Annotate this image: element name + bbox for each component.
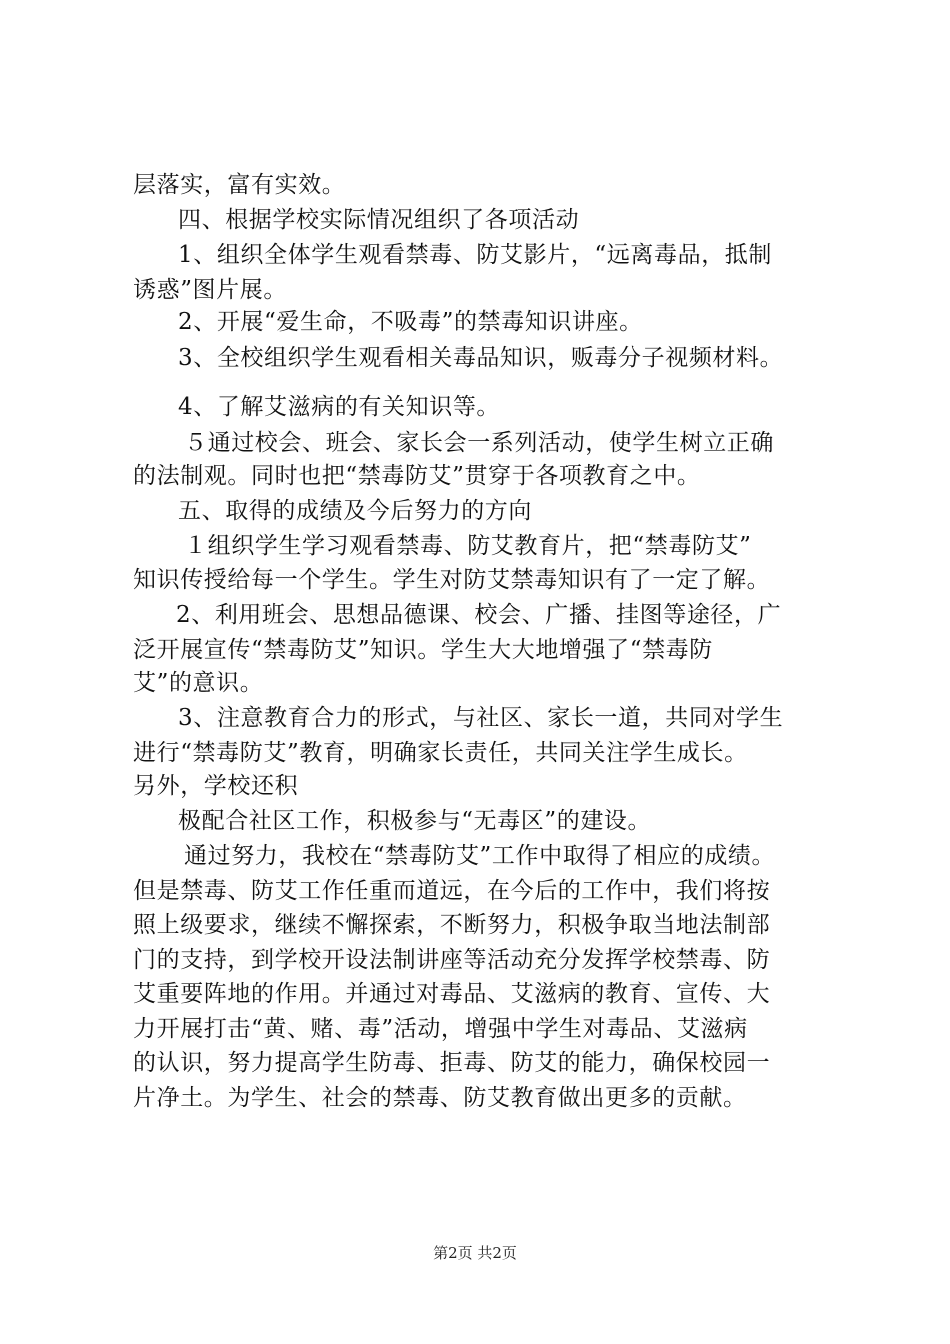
text-line: 3、全校组织学生观看相关毒品知识，贩毒分子视频材料。: [178, 345, 784, 371]
page-number-footer: 第2页 共2页: [433, 1244, 517, 1262]
text-line: １组织学生学习观看禁毒、防艾教育片，把“禁毒防艾”: [184, 533, 752, 559]
text-line: 力开展打击“黄、赌、毒”活动，增强中学生对毒品、艾滋病: [133, 1016, 748, 1042]
text-line: 诱惑”图片展。: [133, 277, 287, 303]
text-line: ５通过校会、班会、家长会一系列活动，使学生树立正确: [184, 430, 774, 456]
text-line: 知识传授给每一个学生。学生对防艾禁毒知识有了一定了解。: [133, 567, 771, 593]
text-line: 的认识，努力提高学生防毒、拒毒、防艾的能力，确保校园一: [133, 1050, 771, 1076]
section-heading: 五、取得的成绩及今后努力的方向: [178, 498, 532, 524]
text-line: 艾重要阵地的作用。并通过对毒品、艾滋病的教育、宣传、大: [133, 981, 771, 1007]
text-line: 层落实，富有实效。: [133, 172, 346, 198]
text-line: 泛开展宣传“禁毒防艾”知识。学生大大地增强了“禁毒防: [133, 637, 713, 663]
text-line: 进行“禁毒防艾”教育，明确家长责任，共同关注学生成长。: [133, 740, 748, 766]
text-line: 艾”的意识。: [133, 670, 264, 696]
text-line: 照上级要求，继续不懈探索，不断努力，积极争取当地法制部: [133, 912, 771, 938]
text-line: 门的支持，到学校开设法制讲座等活动充分发挥学校禁毒、防: [133, 947, 771, 973]
text-line: 1、组织全体学生观看禁毒、防艾影片，“远离毒品，抵制: [178, 242, 772, 268]
text-line: 片净土。为学生、社会的禁毒、防艾教育做出更多的贡献。: [133, 1085, 747, 1111]
text-line: 通过努力，我校在“禁毒防艾”工作中取得了相应的成绩。: [184, 843, 776, 869]
text-line: 4、了解艾滋病的有关知识等。: [178, 394, 501, 420]
text-line: 但是禁毒、防艾工作任重而道远，在今后的工作中，我们将按: [133, 878, 771, 904]
text-line: 的法制观。同时也把“禁毒防艾”贯穿于各项教育之中。: [133, 463, 701, 489]
text-line: 2、利用班会、思想品德课、校会、广播、挂图等途径，广: [176, 602, 782, 628]
text-line: 3、注意教育合力的形式，与社区、家长一道，共同对学生: [178, 705, 784, 731]
text-line: 2、开展“爱生命，不吸毒”的禁毒知识讲座。: [178, 309, 643, 335]
text-line: 极配合社区工作，积极参与“无毒区”的建设。: [178, 808, 652, 834]
text-line: 另外，学校还积: [133, 773, 299, 799]
section-heading: 四、根据学校实际情况组织了各项活动: [178, 207, 580, 233]
